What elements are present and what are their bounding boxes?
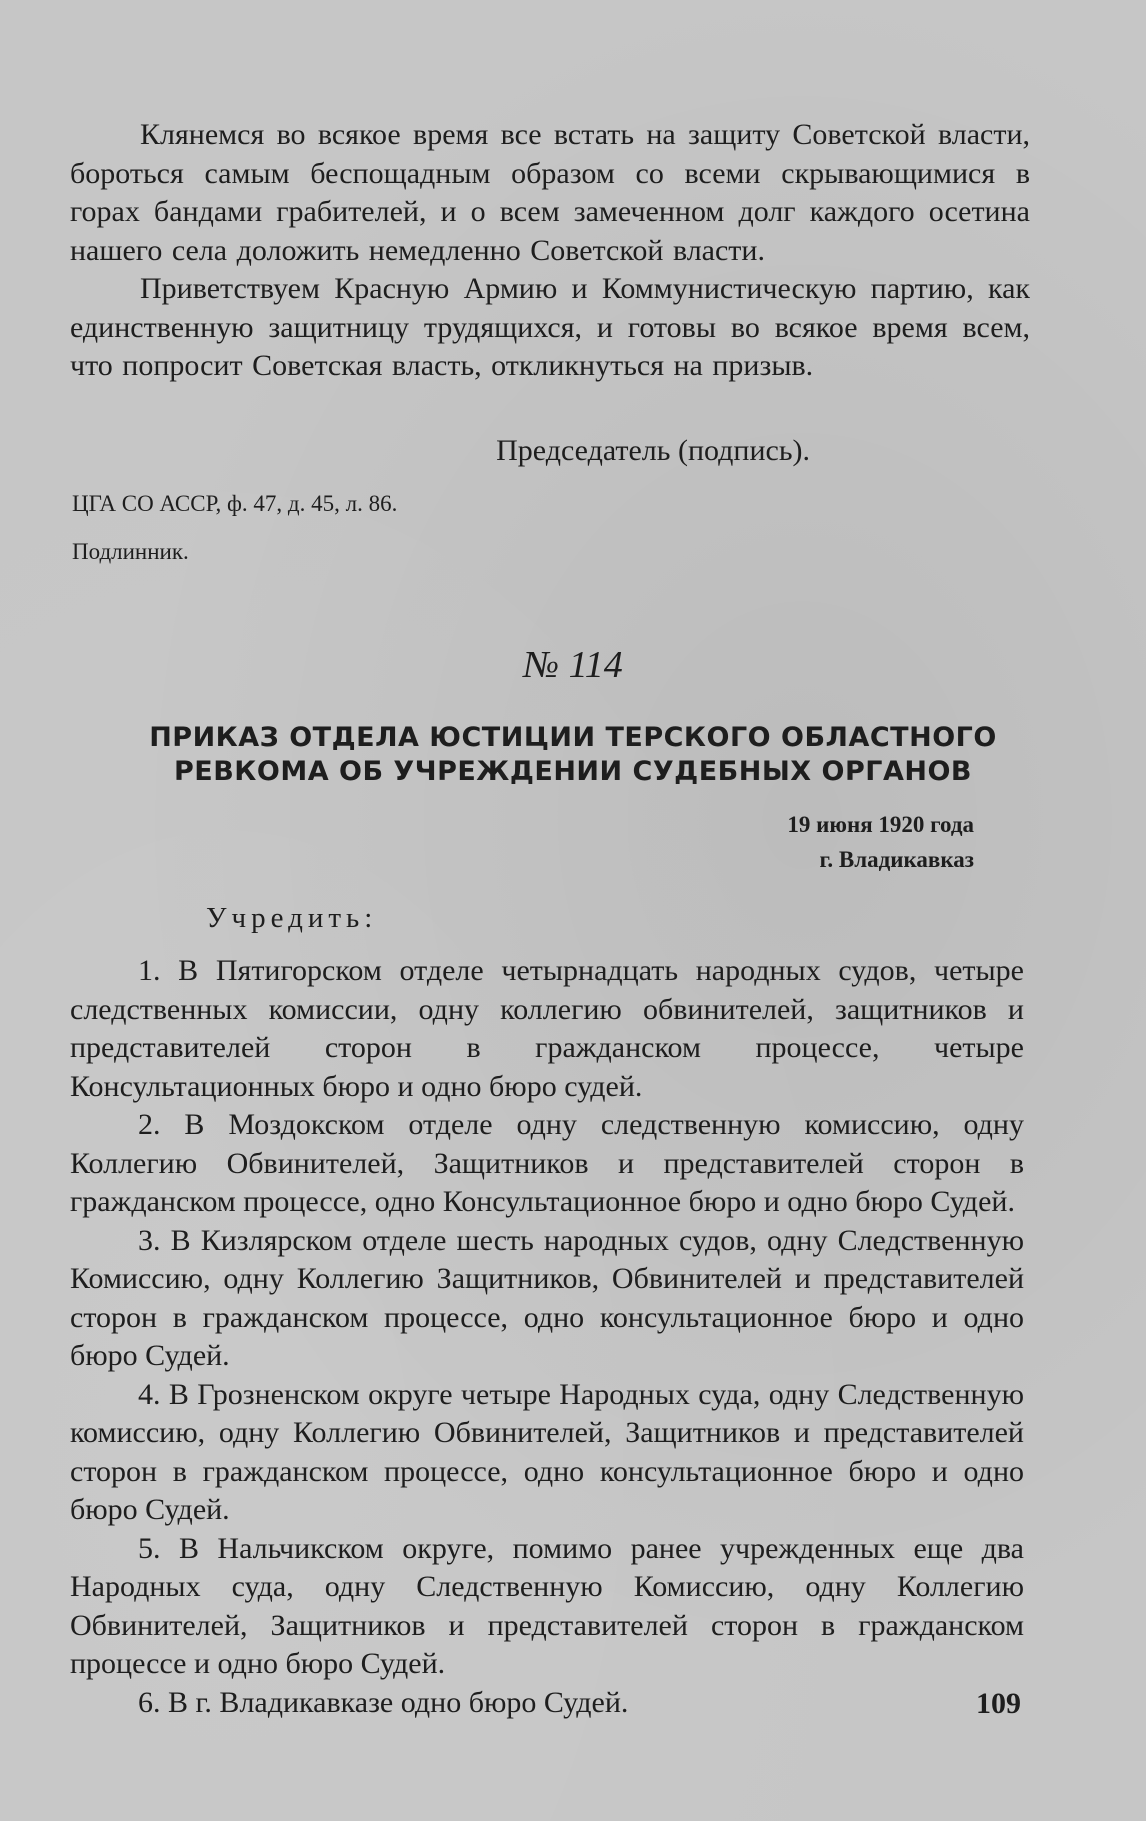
order-item-1: 1. В Пятигорском отделе четырнадцать народных судов, четыре следственных комиссии, одну коллегию обвинителей, защитников и представителей сторон в гражданском процессе, четыре Консультационных бюро и одно бюро судей. — [70, 954, 1024, 1103]
signature-text: Председатель (подпись). — [496, 434, 810, 467]
order-item-5: 5. В Нальчикском округе, помимо ранее учрежденных еще два Народных суда, одну Следственную Комиссию, одну Коллегию Обвинителей, Защитников и представителей сторон в гражданском процессе и одно бюро Судей. — [70, 1531, 1024, 1680]
order-item-4: 4. В Грозненском округе четыре Народных суда, одну Следственную комиссию, одну Коллегию Обвинителей, Защитников и представителей сторон в гражданском процессе, одно консультационное бюро и одно бюро Судей. — [70, 1377, 1024, 1526]
archive-reference: ЦГА СО АССР, ф. 47, д. 45, л. 86. — [72, 491, 398, 516]
order-heading: Учредить: — [206, 902, 378, 934]
order-item-2: 2. В Моздокском отделе одну следственную комиссию, одну Коллегию Обвинителей, Защитников и представителей сторон в гражданском процессе, одно Консультационное бюро и одно бюро Судей. — [70, 1108, 1024, 1218]
intro-paragraph-2: Приветствуем Красную Армию и Коммунистическую партию, как единственную защитницу трудящихся, и готовы во всякое время всем, что попросит Советская власть, откликнуться на призыв. — [70, 272, 1030, 382]
document-title-line-2: РЕВКОМА ОБ УЧРЕЖДЕНИИ СУДЕБНЫХ ОРГАНОВ — [174, 756, 972, 787]
document-number: № 114 — [523, 644, 623, 686]
chairman-signature — [0, 432, 960, 470]
order-item-6: 6. В г. Владикавказе одно бюро Судей. — [138, 1685, 629, 1719]
order-items — [70, 952, 1024, 1722]
intro-text — [70, 116, 1030, 386]
page-number: 109 — [976, 1687, 1021, 1720]
intro-paragraph-1: Клянемся во всякое время все встать на защиту Советской власти, бороться самым беспощадным образом со всеми скрывающимися в горах бандами грабителей, и о всем замеченном долг каждого осетина нашего села доложить немедленно Советской власти. — [70, 118, 1030, 267]
document-title-line-1: ПРИКАЗ ОТДЕЛА ЮСТИЦИИ ТЕРСКОГО ОБЛАСТНОГО — [149, 722, 997, 753]
original-note: Подлинник. — [72, 539, 189, 564]
order-item-3: 3. В Кизлярском отделе шесть народных судов, одну Следственную Комиссию, одну Коллегию Защитников, Обвинителей и представителей сторон в гражданском процессе, одно консультационное бюро и одно бюро Судей. — [70, 1223, 1024, 1372]
document-date: 19 июня 1920 года — [787, 812, 974, 837]
document-place: г. Владикавказ — [819, 847, 974, 872]
